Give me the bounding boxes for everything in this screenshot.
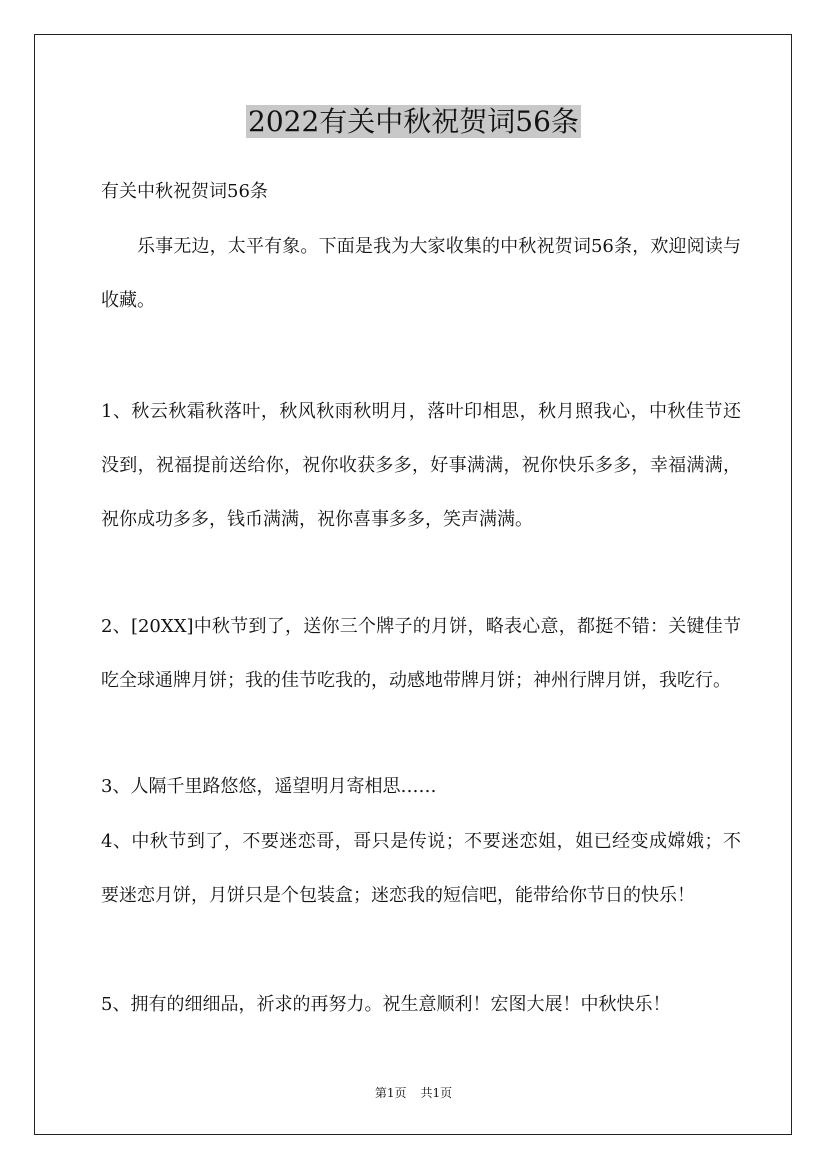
page-total: 共1页 (420, 1086, 453, 1100)
list-item-4: 4、中秋节到了，不要迷恋哥，哥只是传说；不要迷恋姐，姐已经变成嫦娥；不要迷恋月饼，月饼只是个包装盒；迷恋我的短信吧，能带给你节日的快乐！ (101, 831, 741, 906)
page-footer (0, 1084, 827, 1102)
list-item-2: 2、[20XX]中秋节到了，送你三个牌子的月饼，略表心意，都挺不错：关键佳节吃全球通牌月饼；我的佳节吃我的，动感地带牌月饼；神州行牌月饼，我吃行。 (101, 616, 741, 691)
document-title (0, 100, 827, 144)
document-subtitle: 有关中秋祝贺词56条 (101, 181, 268, 202)
list-item-3: 3、人隔千里路悠悠，遥望明月寄相思…… (101, 776, 437, 797)
document-title-text: 2022有关中秋祝贺词56条 (248, 105, 579, 138)
list-item-5: 5、拥有的细细品，祈求的再努力。祝生意顺利！宏图大展！中秋快乐！ (101, 994, 671, 1015)
list-item-1: 1、秋云秋霜秋落叶，秋风秋雨秋明月，落叶印相思，秋月照我心，中秋佳节还没到，祝福提前送给你，祝你收获多多，好事满满，祝你快乐多多，幸福满满，祝你成功多多，钱币满满，祝你喜事多多，笑声满满。 (101, 401, 741, 530)
page-number: 第1页 (374, 1086, 407, 1100)
intro-paragraph: 乐事无边，太平有象。下面是我为大家收集的中秋祝贺词56条，欢迎阅读与收藏。 (101, 236, 741, 311)
